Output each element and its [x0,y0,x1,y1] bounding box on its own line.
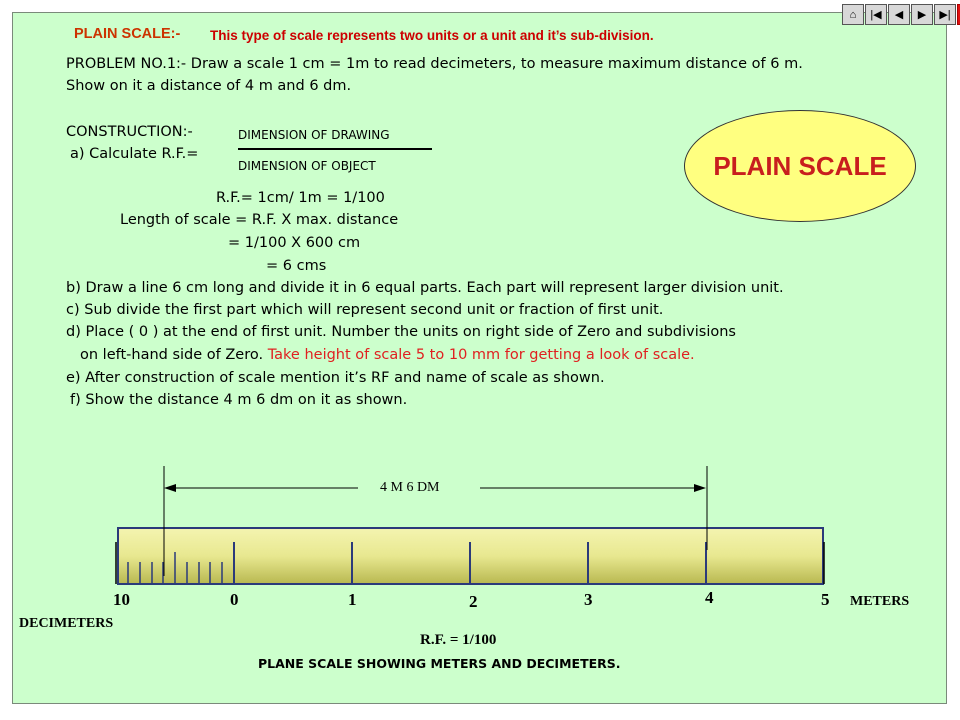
problem-line-1: PROBLEM NO.1:- Draw a scale 1 cm = 1m to read decimeters, to measure maximum distance of 6 m. [66,56,803,72]
label-1: 1 [348,590,357,609]
construction-heading: CONSTRUCTION:- [66,124,193,140]
arrow-left [164,484,176,492]
arrow-right [694,484,706,492]
calc-rf: R.F.= 1cm/ 1m = 1/100 [216,190,385,206]
calc-length: Length of scale = R.F. X max. distance [120,212,399,228]
meters-label: METERS [850,594,910,609]
calc-multiply: = 1/100 X 600 cm [228,235,361,251]
home-icon[interactable]: ⌂ [842,4,864,25]
last-icon[interactable]: ▶| [934,4,956,25]
step-d-line-1: d) Place ( 0 ) at the end of first unit. Number the units on right side of Zero and subdivisions [66,324,736,340]
step-f: f) Show the distance 4 m 6 dm on it as shown. [70,392,408,408]
step-e: e) After construction of scale mention it’s RF and name of scale as shown. [66,370,605,386]
label-0: 0 [230,590,239,609]
problem-line-2: Show on it a distance of 4 m and 6 dm. [66,78,352,94]
decimeters-label: DECIMETERS [19,616,114,631]
next-icon[interactable]: ▶ [911,4,933,25]
diagram-caption: PLANE SCALE SHOWING METERS AND DECIMETERS. [258,656,621,671]
distance-label: 4 M 6 DM [380,480,440,495]
heading: PLAIN SCALE:- [74,26,181,42]
prev-icon[interactable]: ◀ [888,4,910,25]
fraction-bottom: DIMENSION OF OBJECT [238,159,376,173]
rf-label: R.F. = 1/100 [420,632,497,648]
step-c: c) Sub divide the first part which will represent second unit or fraction of first unit. [66,302,664,318]
subtitle: This type of scale represents two units or a unit and it’s sub-division. [210,28,654,43]
fraction-top: DIMENSION OF DRAWING [238,128,390,142]
step-b: b) Draw a line 6 cm long and divide it in 6 equal parts. Each part will represent larger division unit. [66,280,784,296]
label-10: 10 [113,590,130,609]
calc-result: = 6 cms [266,258,327,274]
badge-text: PLAIN SCALE [713,150,887,181]
first-icon[interactable]: |◀ [865,4,887,25]
step-a: a) Calculate R.F.= [70,146,199,162]
step-d-red: Take height of scale 5 to 10 mm for getting a look of scale. [267,347,695,363]
label-3: 3 [584,590,593,609]
label-2: 2 [469,592,478,611]
label-4: 4 [705,588,714,607]
label-5: 5 [821,590,830,609]
step-d-black: on left-hand side of Zero. [80,347,264,363]
